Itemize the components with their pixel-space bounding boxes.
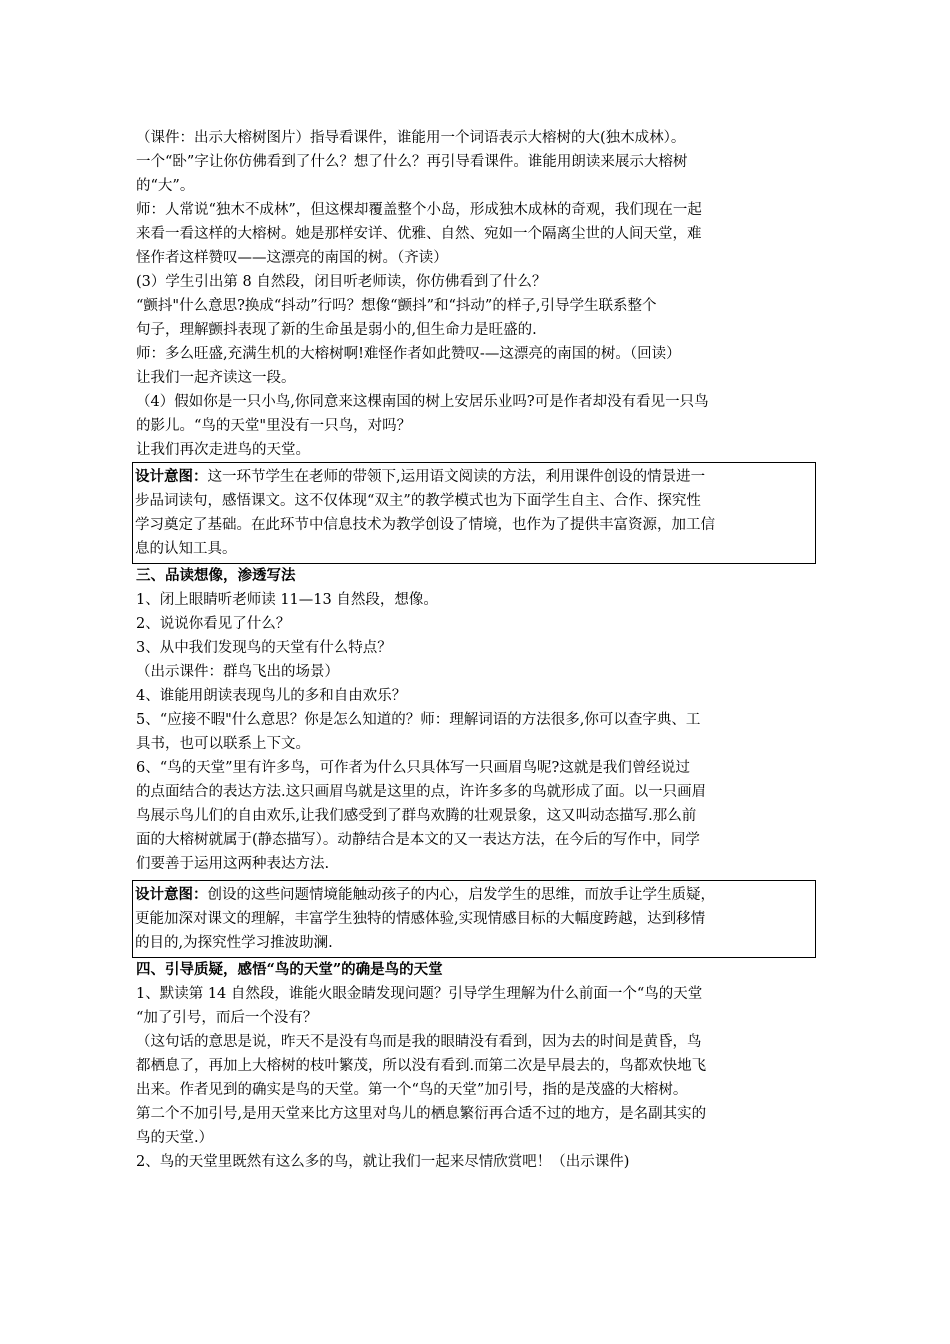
section-heading: 三、品读想像，渗透写法 [136,567,296,584]
design-intent-line: 息的认知工具。 [135,541,237,557]
design-intent-text: 这一环节学生在老师的带领下,运用语文阅读的方法，利用课件创设的情景进一 [207,469,706,485]
paragraph-line: 的点面结合的表达方法.这只画眉鸟就是这里的点，许许多多的鸟就形成了面。以一只画眉 [136,784,707,800]
paragraph-line: 5、“应接不暇"什么意思？你是怎么知道的？师：理解词语的方法很多,你可以查字典、工 [136,712,701,728]
paragraph-line: 2、说说你看见了什么？ [136,616,291,632]
design-intent-box-2 [132,880,816,958]
design-intent-line: 的目的,为探究性学习推波助澜. [135,935,333,951]
paragraph-line: 一个“卧”字让你仿佛看到了什么？想了什么？再引导看课件。谁能用朗读来展示大榕树 [136,154,688,170]
paragraph-line: 都栖息了，再加上大榕树的枝叶繁茂，所以没有看到.而第二次是早晨去的，鸟都欢快地飞 [136,1058,707,1074]
paragraph-line: 让我们再次走进鸟的天堂。 [136,442,310,458]
document-body [136,126,816,1174]
paragraph-line: 鸟的天堂.） [136,1130,214,1146]
paragraph-line: 4、谁能用朗读表现鸟儿的多和自由欢乐？ [136,688,407,704]
paragraph-line: 具书，也可以联系上下文。 [136,736,310,752]
paragraph-line: 师：多么旺盛,充满生机的大榕树啊!难怪作者如此赞叹-—这漂亮的南国的树。（回读） [136,346,681,362]
paragraph-line: （出示课件：群鸟飞出的场景） [136,664,339,680]
design-intent-line: 步品词读句，感悟课文。这不仅体现“双主”的教学模式也为下面学生自主、合作、探究性 [135,493,701,509]
paragraph-line: (3）学生引出第 8 自然段，闭目听老师读，你仿佛看到了什么？ [136,274,547,290]
paragraph-line: 1、闭上眼睛听老师读 11—13 自然段，想像。 [136,592,438,608]
design-intent-label: 设计意图： [135,468,208,485]
paragraph-line: 让我们一起齐读这一段。 [136,370,296,386]
paragraph-line: 怪作者这样赞叹——这漂亮的南国的树。（齐读） [136,250,448,266]
design-intent-line [133,465,811,489]
paragraph-line: 鸟展示鸟儿们的自由欢乐,让我们感受到了群鸟欢腾的壮观景象，这又叫动态描写.那么前 [136,808,697,824]
paragraph-line: “加了引号，而后一个没有？ [136,1010,318,1026]
paragraph-line: 们要善于运用这两种表达方法. [136,856,330,872]
paragraph-line: 面的大榕树就属于(静态描写）。动静结合是本文的又一表达方法，在今后的写作中，同学 [136,832,700,848]
design-intent-line: 学习奠定了基础。在此环节中信息技术为教学创设了情境，也作为了提供丰富资源，加工信 [135,517,715,533]
paragraph-line: 来看一看这样的大榕树。她是那样安详、优雅、自然、宛如一个隔离尘世的人间天堂，难 [136,226,702,242]
section-2-continuation [136,126,816,462]
design-intent-text: 创设的这些问题情境能触动孩子的内心，启发学生的思维，而放手让学生质疑， [207,887,715,903]
paragraph-line: 第二个不加引号,是用天堂来比方这里对鸟儿的栖息繁衍再合适不过的地方，是名副其实的 [136,1106,707,1122]
paragraph-line: 句子，理解颤抖表现了新的生命虽是弱小的,但生命力是旺盛的. [136,322,537,338]
paragraph-line: 6、“鸟的天堂”里有许多鸟，可作者为什么只具体写一只画眉鸟呢?这就是我们曾经说过 [136,760,690,776]
paragraph-line: 师：人常说“独木不成林”，但这棵却覆盖整个小岛，形成独木成林的奇观，我们现在一起 [136,202,702,218]
design-intent-box-1 [132,462,816,564]
paragraph-line: 的影儿。“鸟的天堂"里没有一只鸟，对吗？ [136,418,412,434]
section-heading: 四、引导质疑，感悟“鸟的天堂”的确是鸟的天堂 [136,961,443,978]
design-intent-line [133,883,811,907]
paragraph-line: （这句话的意思是说，昨天不是没有鸟而是我的眼睛没有看到，因为去的时间是黄昏，鸟 [136,1034,702,1050]
paragraph-line: 出来。作者见到的确实是鸟的天堂。第一个“鸟的天堂”加引号，指的是茂盛的大榕树。 [136,1082,688,1098]
paragraph-line: （4）假如你是一只小鸟,你同意来这棵南国的树上安居乐业吗?可是作者却没有看见一只鸟 [136,394,709,410]
paragraph-line: “颤抖"什么意思?换成“抖动”行吗？想像“颤抖”和“抖动”的样子,引导学生联系整个 [136,298,657,314]
paragraph-line: 2、鸟的天堂里既然有这么多的鸟，就让我们一起来尽情欣赏吧！（出示课件) [136,1154,630,1170]
design-intent-line: 更能加深对课文的理解，丰富学生独特的情感体验,实现情感目标的大幅度跨越，达到移情 [135,911,706,927]
paragraph-line: 1、默读第 14 自然段，谁能火眼金睛发现问题？引导学生理解为什么前面一个“鸟的天堂 [136,986,703,1002]
design-intent-label: 设计意图： [135,886,208,903]
section-4 [136,958,816,1174]
paragraph-line: （课件：出示大榕树图片）指导看课件，谁能用一个词语表示大榕树的大(独木成林）。 [136,130,686,146]
paragraph-line: 的“大”。 [136,178,195,194]
paragraph-line: 3、从中我们发现鸟的天堂有什么特点？ [136,640,392,656]
section-3 [136,564,816,876]
